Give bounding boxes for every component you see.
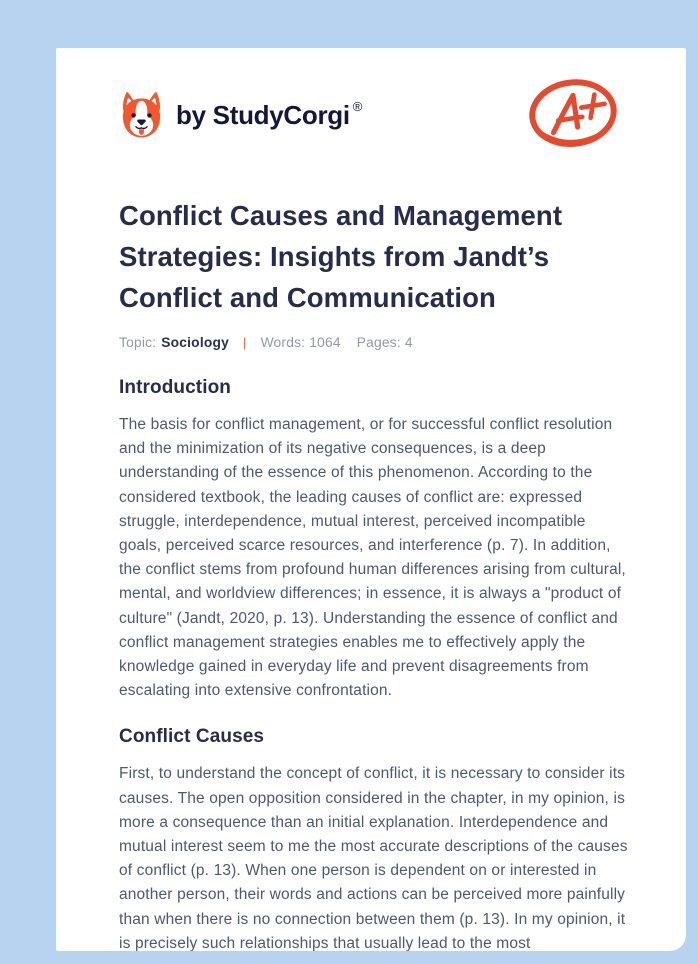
document-meta [119, 335, 624, 350]
registered-trademark-symbol: ® [352, 99, 363, 114]
topic-value-link[interactable]: Sociology [161, 335, 229, 350]
page-count: Pages: 4 [356, 335, 413, 350]
studycorgi-logo [119, 89, 362, 141]
logo-wordmark-text: by StudyCorgi [176, 100, 350, 130]
document-card [56, 48, 686, 951]
topic-label: Topic: [119, 335, 157, 350]
a-plus-grade-badge-icon [526, 76, 620, 154]
section-body-conflict-causes: First, to understand the concept of conflict, it is necessary to consider its causes. The open opposition considered in the chapter, in my opinion, is more a consequence than an initial explanation. Interdependence and mutual interest seem to me the most accurate descriptions of the causes of conflict (p. 13). When one person is dependent on or interested in another person, their words and actions can be perceived more painfully than when there is no connection between them (p. 13). In my opinion, it is precisely such relationships that usually lead to the most [119, 765, 628, 951]
meta-divider: | [242, 335, 247, 350]
document-title: Conflict Causes and Management Strategies: Insights from Jandt’s Conflict and Communication [119, 200, 563, 313]
corgi-icon [119, 89, 164, 141]
logo-wordmark [176, 99, 362, 131]
section-body-introduction: The basis for conflict management, or for successful conflict resolution and the minimization of its negative consequences, is a deep understanding of the essence of this phenomenon. According to the considered textbook, the leading causes of conflict are: expressed struggle, interdependence, mutual interest, perceived incompatible goals, perceived scarce resources, and interference (p. 7). In addition, the conflict stems from profound human differences arising from cultural, mental, and worldview differences; in essence, it is always a "product of culture" (Jandt, 2020, p. 13). Understanding the essence of conflict and conflict management strategies enables me to effectively apply the knowledge gained in everyday life and prevent disagreements from escalating into extensive confrontation. [119, 416, 626, 700]
document-header [119, 75, 624, 155]
section-heading-introduction: Introduction [119, 377, 232, 398]
word-count: Words: 1064 [260, 335, 341, 350]
section-heading-conflict-causes: Conflict Causes [119, 726, 265, 748]
